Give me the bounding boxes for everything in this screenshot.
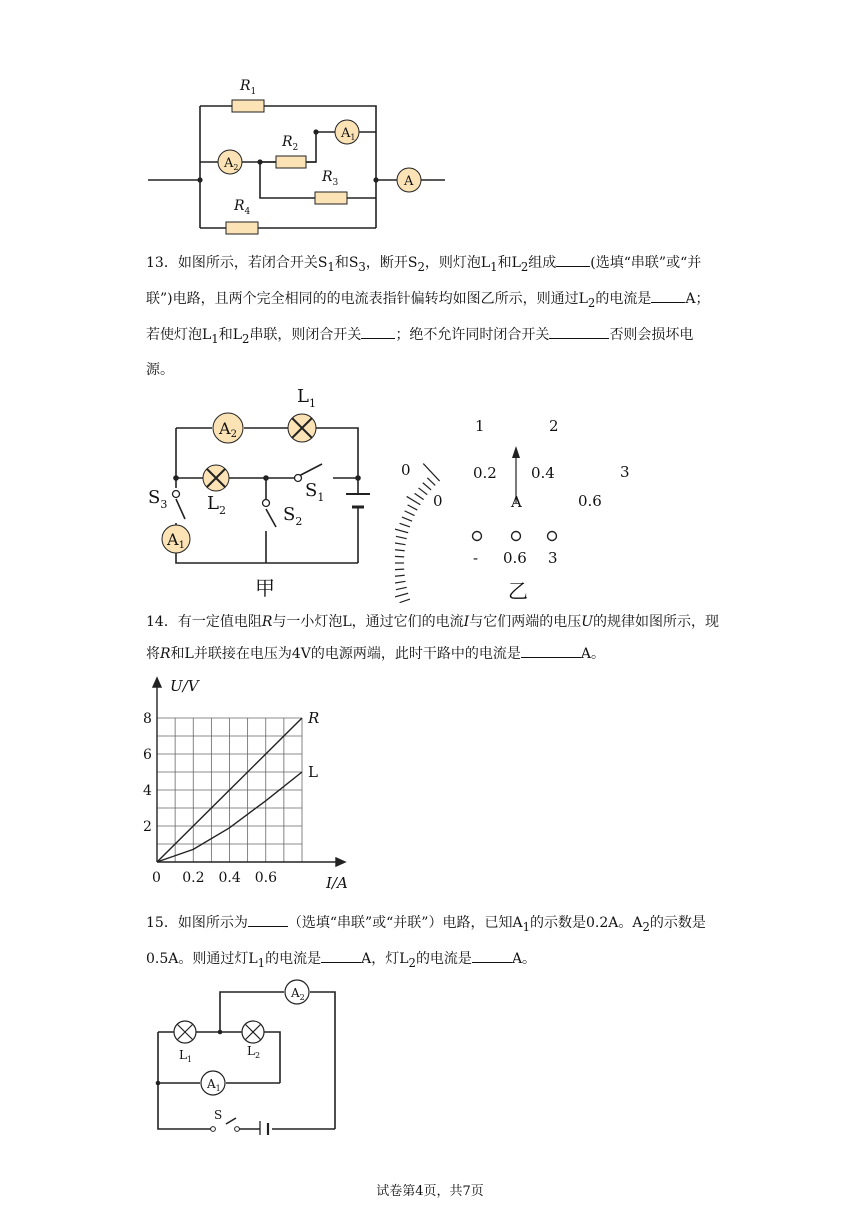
lamp-l2 <box>203 465 229 491</box>
terminal-label-3: 3 <box>548 549 558 567</box>
label-r3: $R_3$ <box>322 169 339 188</box>
ammeter-a1 <box>162 525 190 553</box>
ammeter-a1 <box>335 120 359 144</box>
svg-text:A1: $A_1$ <box>207 1077 221 1093</box>
terminal-label-0-6: 0.6 <box>503 549 527 567</box>
page-footer: 试卷第4页，共7页 <box>376 1184 484 1199</box>
answer-blank[interactable] <box>472 948 512 963</box>
label-s1: $S_1$ <box>305 480 325 504</box>
svg-text:A1: $A_1$ <box>341 126 356 142</box>
dial-tick <box>405 511 415 516</box>
dial-tick <box>423 464 439 482</box>
dial-tick <box>408 505 418 510</box>
dial-tick <box>407 496 421 504</box>
question-14: 14．有一定值电阻R与一小灯泡L，通过它们的电流I与它们两端的电压U的规律如图所示，现将R和L并联接在电压为4V的电源两端，此时干路中的电流是 A。 <box>146 614 720 662</box>
ammeter-a <box>397 168 421 192</box>
scale-bottom-0-2: 0.2 <box>473 464 497 482</box>
ammeter-a1 <box>201 1071 225 1095</box>
answer-blank[interactable] <box>321 948 361 963</box>
circuit-diagram-q15 <box>150 975 350 1135</box>
label-l1: $L_1$ <box>179 1048 193 1064</box>
label-s2: $S_2$ <box>283 504 303 528</box>
label-r2: $R_2$ <box>282 134 299 153</box>
dial-tick <box>395 550 405 551</box>
y-axis-arrow <box>153 678 161 687</box>
x-axis-label: I/A <box>326 874 348 892</box>
x-tick-label: 0 <box>152 870 161 886</box>
resistor-r2 <box>276 156 306 168</box>
dial-tick <box>423 483 431 490</box>
x-tick-label: 0.6 <box>254 870 278 886</box>
scale-bottom-0-4: 0.4 <box>531 464 555 482</box>
label-s: S <box>214 1108 223 1122</box>
label-l2: $L_2$ <box>207 493 226 517</box>
label-r1: $R_1$ <box>240 78 257 97</box>
question-13: 13．如图所示，若闭合开关$S_1$和$S_3$，断开$S_2$，则灯泡$L_1$和$L_2$组成 (选填“串联”或“并联”)电路，且两个完全相同的的电流表指针偏转均如图乙所示，则通过$L_2$的电流是 A；若使灯泡$L_1$和$L_2$串联，则闭合开关 ；绝不允许同时闭合开关 否则会损坏电源。 <box>146 247 721 386</box>
dial-tick <box>395 581 406 583</box>
answer-blank[interactable] <box>556 252 590 267</box>
label-s3: $S_3$ <box>148 487 168 511</box>
dial-tick <box>395 575 405 576</box>
answer-blank[interactable] <box>361 324 395 339</box>
y-axis-label: U/V <box>170 677 199 695</box>
answer-blank[interactable] <box>521 643 581 658</box>
svg-text:A2: $A_2$ <box>291 986 305 1002</box>
unit-label: A <box>511 493 522 511</box>
lamp-l1 <box>174 1021 196 1043</box>
terminal-0-6 <box>512 532 521 541</box>
dial-tick <box>396 536 407 538</box>
scale-top-2: 2 <box>549 417 559 435</box>
dial-tick <box>402 517 412 521</box>
ammeter-a2 <box>285 980 309 1004</box>
dial-tick <box>400 523 410 527</box>
scale-top-1: 1 <box>475 417 485 435</box>
caption-yi: 乙 <box>508 579 528 603</box>
dial-tick <box>395 543 406 545</box>
dial-tick <box>395 526 408 532</box>
scale-top-3: 3 <box>620 463 630 481</box>
dial-tick <box>396 587 407 589</box>
circuit-diagram-q12 <box>140 70 460 240</box>
ammeter-a2 <box>213 413 243 443</box>
caption-jia: 甲 <box>255 576 275 600</box>
ammeter-a2 <box>218 150 242 174</box>
ammeter-dial-yi <box>395 408 645 603</box>
y-tick-label: 8 <box>143 711 152 727</box>
y-tick-label: 6 <box>143 747 152 763</box>
answer-blank[interactable] <box>248 912 288 927</box>
dial-tick <box>400 599 410 603</box>
label-l2: $L_2$ <box>247 1044 261 1060</box>
dial-tick <box>419 488 428 495</box>
label-l1: $L_1$ <box>297 386 316 410</box>
scale-bottom-0: 0 <box>433 492 443 510</box>
x-tick-label: 0.4 <box>218 870 241 886</box>
scale-top-0: 0 <box>401 461 411 479</box>
resistor-r4 <box>226 222 258 234</box>
scale-bottom-0-6: 0.6 <box>578 492 602 510</box>
svg-text:A: A <box>404 174 414 189</box>
svg-text:A2: $A_2$ <box>224 156 239 172</box>
lamp-l2 <box>242 1021 264 1043</box>
resistor-r3 <box>315 192 347 204</box>
x-tick-label: 0.2 <box>182 870 205 886</box>
y-tick-label: 2 <box>143 819 152 835</box>
svg-text:A1: A1 <box>167 530 185 551</box>
dial-tick <box>395 593 408 599</box>
terminal-negative <box>473 532 482 541</box>
label-r4: $R_4$ <box>234 198 251 217</box>
resistor-r1 <box>232 100 264 112</box>
series-label-r: R <box>308 709 320 727</box>
question-15: 15．如图所示为 （选填“串联”或“并联”）电路，已知$A_1$的示数是0.2A。$A_2$的示数是0.5A。则通过灯$L_1$的电流是 A，灯$L_2$的电流是 A。 <box>146 907 721 979</box>
dial-tick <box>427 478 435 486</box>
svg-text:A2: A2 <box>219 419 237 440</box>
circuit-diagram-q13-jia <box>140 383 390 603</box>
dial-tick <box>395 556 404 557</box>
terminal-label-negative: - <box>473 549 479 567</box>
terminal-3 <box>548 532 557 541</box>
dial-tick <box>415 493 424 499</box>
x-axis-arrow <box>336 858 345 866</box>
answer-blank[interactable] <box>549 324 609 339</box>
y-tick-label: 4 <box>143 783 152 799</box>
u-i-chart <box>140 676 370 894</box>
answer-blank[interactable] <box>651 288 685 303</box>
lamp-l1 <box>288 414 316 442</box>
series-label-l: L <box>308 763 318 781</box>
dial-tick <box>395 569 404 570</box>
